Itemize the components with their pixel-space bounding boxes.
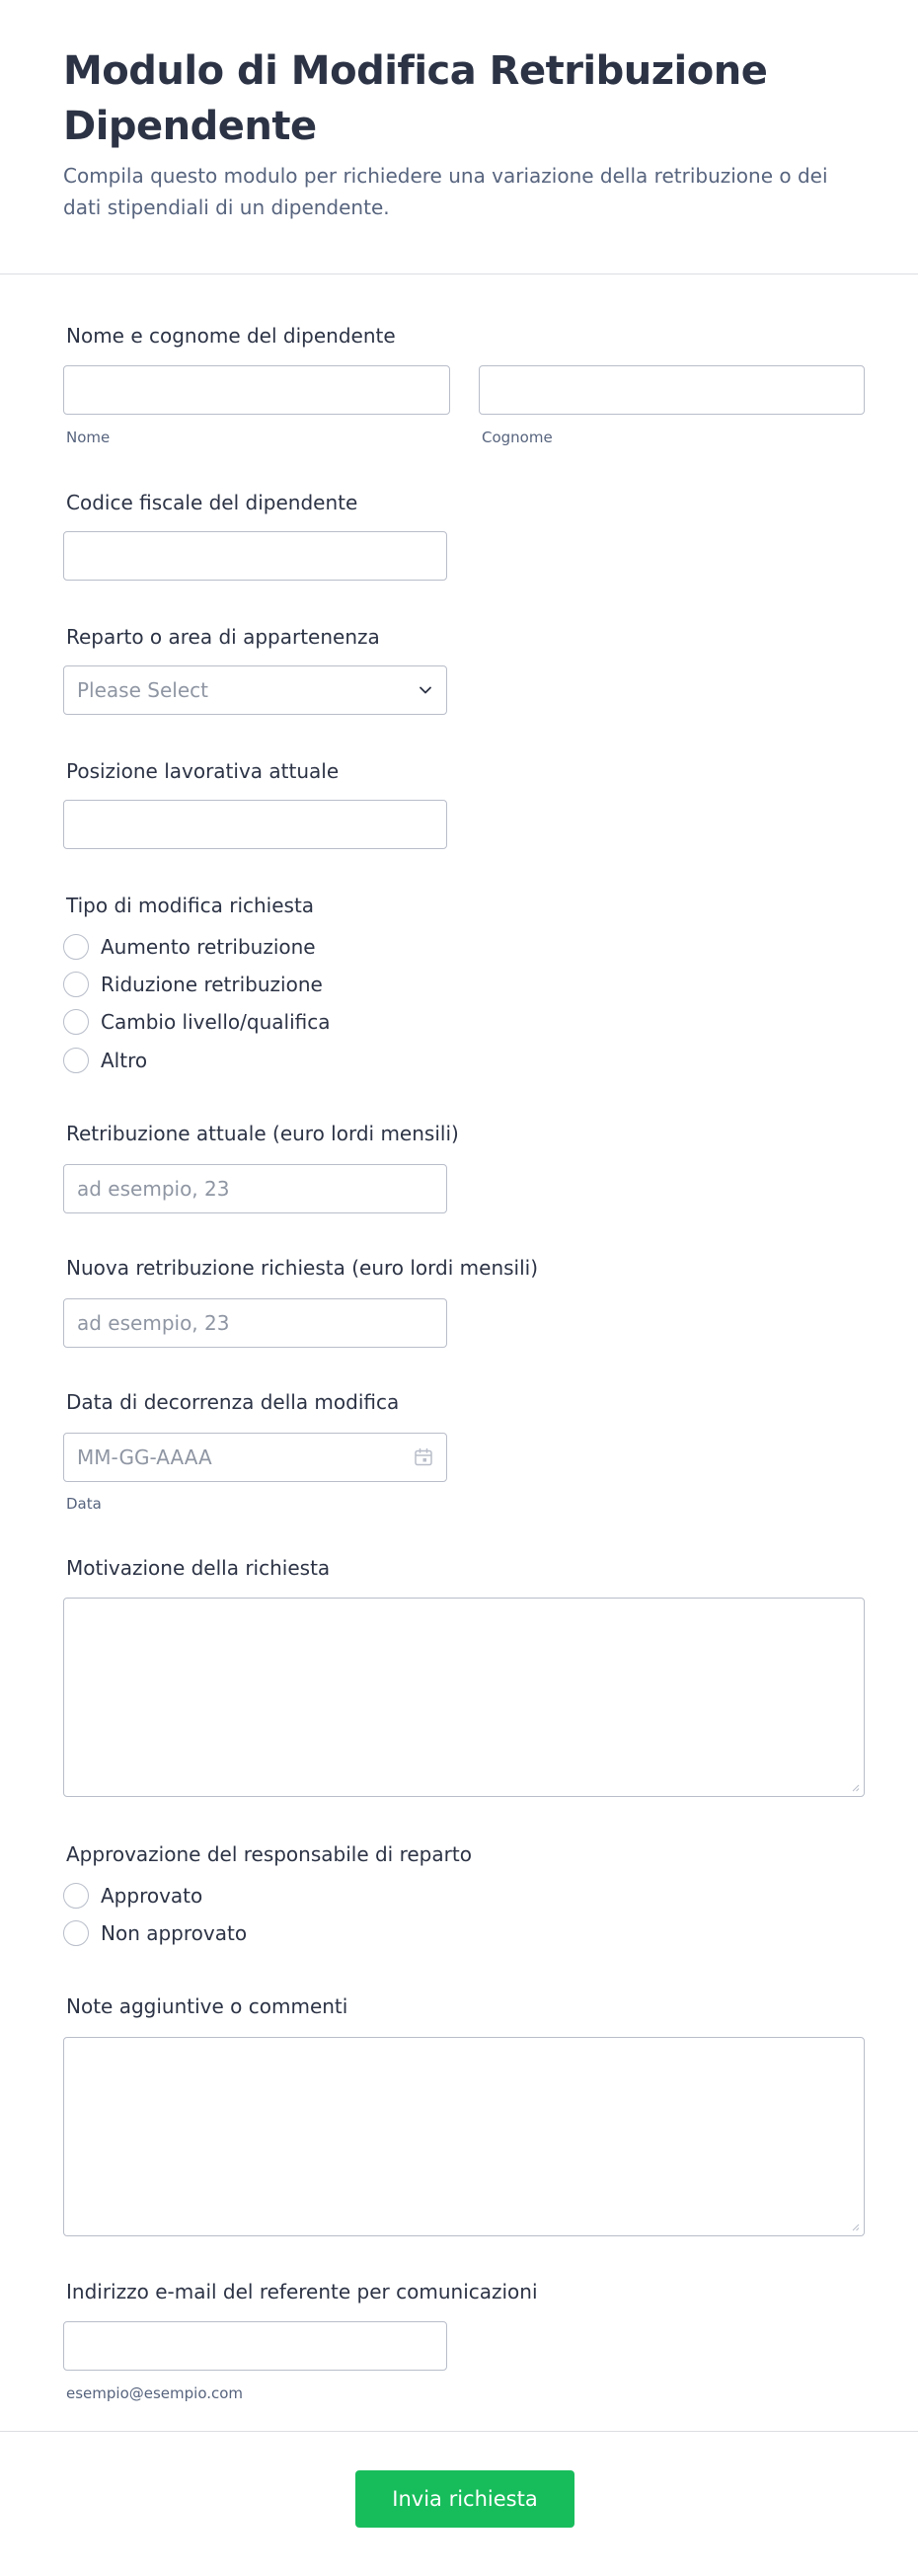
employee-name-label: Nome e cognome del dipendente bbox=[66, 324, 396, 348]
current-salary-label: Retribuzione attuale (euro lordi mensili) bbox=[66, 1122, 459, 1145]
radio-option-label: Altro bbox=[101, 1049, 148, 1072]
first-name-sublabel: Nome bbox=[66, 429, 111, 446]
tax-code-label: Codice fiscale del dipendente bbox=[66, 491, 358, 514]
notes-label: Note aggiuntive o commenti bbox=[66, 1994, 348, 2018]
chevron-down-icon bbox=[415, 679, 436, 701]
radio-button[interactable] bbox=[63, 934, 89, 960]
change-type-option[interactable] bbox=[63, 971, 323, 998]
calendar-icon[interactable] bbox=[413, 1446, 434, 1468]
tax-code-input[interactable] bbox=[63, 531, 447, 581]
radio-button[interactable] bbox=[63, 1048, 89, 1073]
resize-grip-icon[interactable] bbox=[850, 1782, 860, 1792]
reason-label: Motivazione della richiesta bbox=[66, 1556, 331, 1580]
radio-option-label: Cambio livello/qualifica bbox=[101, 1010, 331, 1034]
department-placeholder: Please Select bbox=[77, 678, 208, 702]
current-salary-input[interactable] bbox=[63, 1164, 447, 1213]
last-name-input[interactable] bbox=[479, 365, 865, 415]
resize-grip-icon[interactable] bbox=[850, 2222, 860, 2231]
position-label: Posizione lavorativa attuale bbox=[66, 759, 340, 783]
radio-button[interactable] bbox=[63, 1009, 89, 1035]
effective-date-placeholder: MM-GG-AAAA bbox=[77, 1445, 212, 1469]
change-type-label: Tipo di modifica richiesta bbox=[66, 894, 315, 917]
current-salary-placeholder: ad esempio, 23 bbox=[77, 1177, 230, 1201]
radio-button[interactable] bbox=[63, 972, 89, 997]
new-salary-placeholder: ad esempio, 23 bbox=[77, 1311, 230, 1335]
change-type-option[interactable] bbox=[63, 933, 316, 961]
form-subtitle: Compila questo modulo per richiedere una variazione della retribuzione o dei dati stipendiali di un dipendente. bbox=[63, 164, 828, 219]
email-label: Indirizzo e-mail del referente per comunicazioni bbox=[66, 2280, 538, 2303]
new-salary-label: Nuova retribuzione richiesta (euro lordi mensili) bbox=[66, 1256, 539, 1280]
first-name-input[interactable] bbox=[63, 365, 450, 415]
effective-date-label: Data di decorrenza della modifica bbox=[66, 1390, 400, 1414]
position-input[interactable] bbox=[63, 800, 447, 849]
email-sublabel: esempio@esempio.com bbox=[66, 2384, 244, 2402]
change-type-option[interactable] bbox=[63, 1047, 147, 1074]
last-name-sublabel: Cognome bbox=[482, 429, 553, 446]
radio-option-label: Approvato bbox=[101, 1884, 203, 1908]
footer-divider bbox=[0, 2431, 918, 2432]
form-title: Modulo di Modifica Retribuzione Dipendente bbox=[63, 48, 768, 149]
notes-textarea[interactable] bbox=[63, 2037, 865, 2236]
radio-button[interactable] bbox=[63, 1920, 89, 1946]
submit-button[interactable]: Invia richiesta bbox=[355, 2470, 574, 2528]
department-label: Reparto o area di appartenenza bbox=[66, 625, 380, 649]
radio-option-label: Non approvato bbox=[101, 1921, 248, 1945]
radio-button[interactable] bbox=[63, 1883, 89, 1909]
department-select[interactable] bbox=[63, 665, 447, 715]
radio-option-label: Aumento retribuzione bbox=[101, 935, 316, 959]
radio-option-label: Riduzione retribuzione bbox=[101, 973, 323, 996]
effective-date-sublabel: Data bbox=[66, 1495, 102, 1513]
approval-option[interactable] bbox=[63, 1882, 202, 1910]
form-header bbox=[0, 0, 918, 274]
effective-date-input[interactable] bbox=[63, 1433, 447, 1482]
reason-textarea[interactable] bbox=[63, 1598, 865, 1797]
change-type-option[interactable] bbox=[63, 1008, 330, 1036]
approval-label: Approvazione del responsabile di reparto bbox=[66, 1842, 472, 1866]
email-input[interactable] bbox=[63, 2321, 447, 2371]
new-salary-input[interactable] bbox=[63, 1298, 447, 1348]
approval-option[interactable] bbox=[63, 1919, 247, 1947]
